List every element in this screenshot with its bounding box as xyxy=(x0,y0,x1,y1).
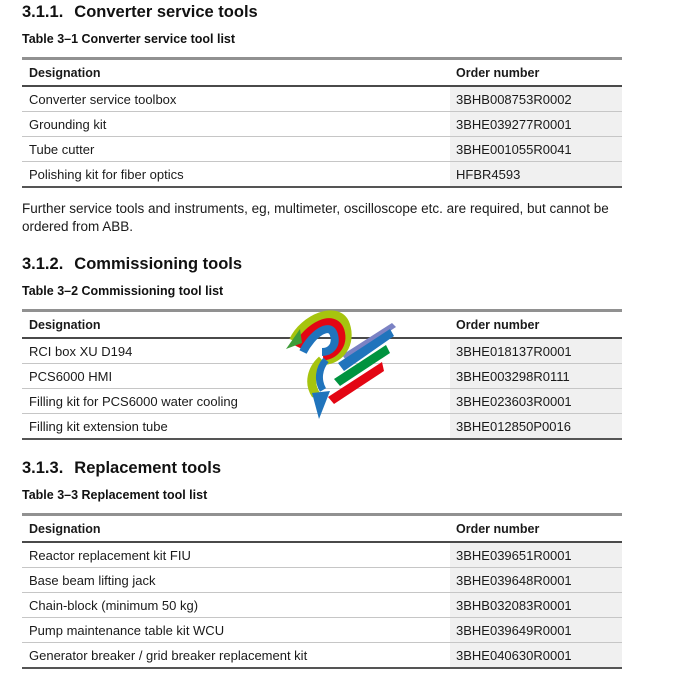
designation-cell: Tube cutter xyxy=(22,137,450,162)
section-number: 3.1.2. xyxy=(22,255,64,273)
order-number-cell: 3BHE001055R0041 xyxy=(450,137,622,162)
table-header-row xyxy=(22,59,622,87)
section-heading xyxy=(22,254,685,274)
table-row xyxy=(22,137,622,162)
section-title: Converter service tools xyxy=(74,3,258,21)
section-commissioning-tools xyxy=(22,254,685,440)
converter-service-tool-table xyxy=(22,57,622,188)
column-header-designation: Designation xyxy=(22,515,450,543)
designation-cell: Polishing kit for fiber optics xyxy=(22,162,450,188)
column-header-designation: Designation xyxy=(22,59,450,87)
order-number-cell: 3BHE039649R0001 xyxy=(450,618,622,643)
section-title: Commissioning tools xyxy=(74,255,243,273)
order-number-cell: 3BHB008753R0002 xyxy=(450,86,622,112)
commissioning-tool-table xyxy=(22,309,622,440)
order-number-cell: 3BHE012850P0016 xyxy=(450,414,622,440)
table-row xyxy=(22,542,622,568)
table-row xyxy=(22,414,622,440)
section-converter-service-tools xyxy=(22,2,685,236)
table-row xyxy=(22,112,622,137)
table-row xyxy=(22,643,622,669)
designation-cell: Filling kit for PCS6000 water cooling xyxy=(22,389,450,414)
table-row xyxy=(22,593,622,618)
order-number-cell: 3BHE039651R0001 xyxy=(450,542,622,568)
table-row xyxy=(22,389,622,414)
column-header-order-number: Order number xyxy=(450,515,622,543)
table-caption: Table 3–1 Converter service tool list xyxy=(22,32,236,46)
note-paragraph: Further service tools and instruments, eg, multimeter, oscilloscope etc. are required, but cannot be ordered from ABB. xyxy=(22,201,609,234)
designation-cell: Filling kit extension tube xyxy=(22,414,450,440)
table-header-row xyxy=(22,515,622,543)
order-number-cell: 3BHE039277R0001 xyxy=(450,112,622,137)
section-number: 3.1.1. xyxy=(22,3,64,21)
table-row xyxy=(22,568,622,593)
table-row xyxy=(22,162,622,188)
designation-cell: PCS6000 HMI xyxy=(22,364,450,389)
table-caption: Table 3–2 Commissioning tool list xyxy=(22,284,224,298)
replacement-tool-table xyxy=(22,513,622,669)
table-row xyxy=(22,338,622,364)
designation-cell: Converter service toolbox xyxy=(22,86,450,112)
designation-cell: Reactor replacement kit FIU xyxy=(22,542,450,568)
order-number-cell: 3BHE040630R0001 xyxy=(450,643,622,669)
order-number-cell: 3BHE039648R0001 xyxy=(450,568,622,593)
designation-cell: Pump maintenance table kit WCU xyxy=(22,618,450,643)
order-number-cell: 3BHE003298R0111 xyxy=(450,364,622,389)
order-number-cell: 3BHE023603R0001 xyxy=(450,389,622,414)
column-header-order-number: Order number xyxy=(450,59,622,87)
order-number-cell: HFBR4593 xyxy=(450,162,622,188)
designation-cell: Grounding kit xyxy=(22,112,450,137)
column-header-designation: Designation xyxy=(22,311,450,339)
table-row xyxy=(22,618,622,643)
column-header-order-number: Order number xyxy=(450,311,622,339)
table-row xyxy=(22,86,622,112)
designation-cell: Generator breaker / grid breaker replacement kit xyxy=(22,643,450,669)
section-replacement-tools xyxy=(22,458,685,669)
order-number-cell: 3BHE018137R0001 xyxy=(450,338,622,364)
section-heading xyxy=(22,458,685,478)
designation-cell: RCI box XU D194 xyxy=(22,338,450,364)
order-number-cell: 3BHB032083R0001 xyxy=(450,593,622,618)
table-caption: Table 3–3 Replacement tool list xyxy=(22,488,208,502)
section-title: Replacement tools xyxy=(74,459,222,477)
section-heading xyxy=(22,2,685,22)
section-number: 3.1.3. xyxy=(22,459,64,477)
designation-cell: Base beam lifting jack xyxy=(22,568,450,593)
designation-cell: Chain-block (minimum 50 kg) xyxy=(22,593,450,618)
table-header-row xyxy=(22,311,622,339)
table-row xyxy=(22,364,622,389)
